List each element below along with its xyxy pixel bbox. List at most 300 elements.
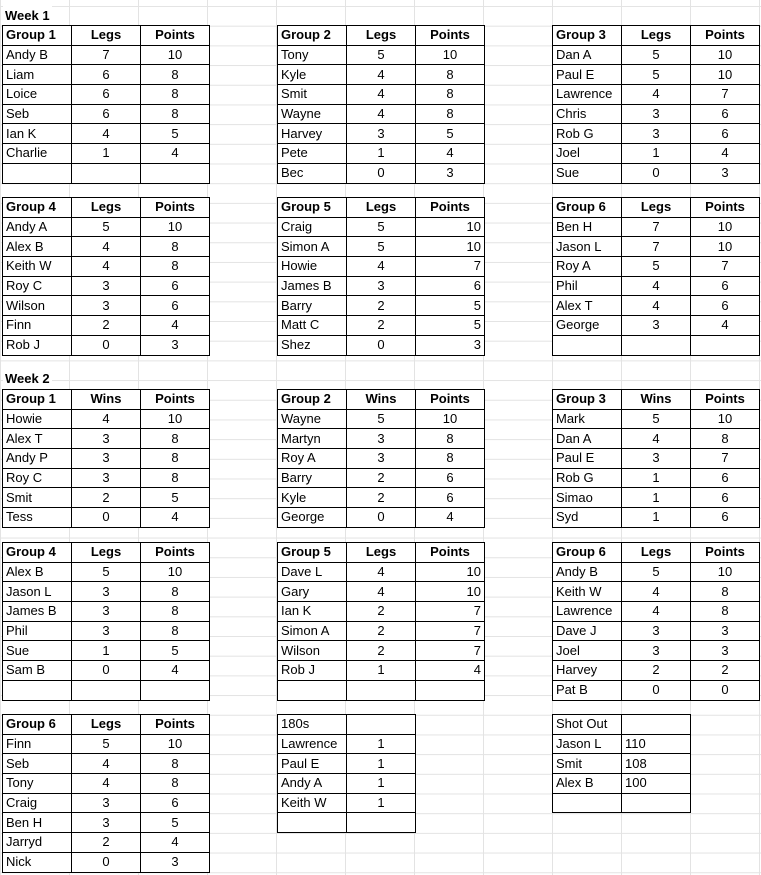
points-cell[interactable]: 7 [416,641,485,661]
score-cell[interactable]: 3 [347,429,416,449]
score-cell[interactable]: 2 [347,296,416,316]
score-cell[interactable]: 1 [622,508,691,528]
player-name-cell[interactable]: Barry [278,468,347,488]
points-cell[interactable]: 3 [416,163,485,183]
points-cell[interactable]: 8 [691,429,760,449]
points-cell[interactable]: 3 [691,621,760,641]
player-name-cell[interactable]: Nick [3,852,72,872]
group-title-cell[interactable]: Group 4 [3,198,72,218]
score-cell[interactable]: 3 [622,449,691,469]
player-name-cell[interactable]: Harvey [278,124,347,144]
score-cell[interactable]: 1 [72,641,141,661]
points-cell[interactable]: 10 [416,45,485,65]
points-cell[interactable]: 3 [691,163,760,183]
player-name-cell[interactable]: Alex B [553,774,622,794]
score-cell[interactable]: 5 [347,217,416,237]
score-cell[interactable]: 2 [347,488,416,508]
player-name-cell[interactable]: Liam [3,65,72,85]
points-cell[interactable]: 5 [416,124,485,144]
points-cell[interactable]: 4 [416,508,485,528]
score-cell[interactable]: 6 [72,104,141,124]
score-cell[interactable]: 2 [622,661,691,681]
score-cell[interactable]: 5 [622,45,691,65]
score-cell[interactable]: 0 [347,335,416,355]
score-cell[interactable]: 4 [347,562,416,582]
points-cell[interactable]: 8 [141,85,210,105]
score-cell[interactable]: 3 [622,641,691,661]
score-cell[interactable]: 4 [72,754,141,774]
table-title-cell[interactable]: Shot Out [553,715,622,735]
player-name-cell[interactable]: Pete [278,144,347,164]
player-name-cell[interactable]: Keith W [278,793,347,813]
group-title-cell[interactable]: Group 3 [553,26,622,46]
score-cell[interactable]: 3 [347,449,416,469]
player-name-cell[interactable]: Craig [278,217,347,237]
points-cell[interactable]: 8 [141,429,210,449]
column-header-cell[interactable]: Points [141,543,210,563]
player-name-cell[interactable]: Gary [278,582,347,602]
score-cell[interactable]: 4 [72,774,141,794]
points-cell[interactable]: 6 [691,104,760,124]
points-cell[interactable]: 7 [691,257,760,277]
player-name-cell[interactable]: Andy P [3,449,72,469]
points-cell[interactable]: 8 [416,85,485,105]
points-cell[interactable]: 6 [691,276,760,296]
score-cell[interactable]: 4 [622,602,691,622]
score-cell[interactable]: 4 [347,582,416,602]
points-cell[interactable]: 3 [141,335,210,355]
player-name-cell[interactable]: Alex T [3,429,72,449]
player-name-cell[interactable]: Lawrence [553,602,622,622]
column-header-cell[interactable]: Points [141,198,210,218]
score-cell[interactable]: 7 [622,237,691,257]
player-name-cell[interactable]: Joel [553,641,622,661]
points-cell[interactable]: 0 [691,680,760,700]
score-cell[interactable]: 3 [72,276,141,296]
player-name-cell[interactable]: Alex B [3,237,72,257]
column-header-cell[interactable]: Legs [347,26,416,46]
points-cell[interactable]: 4 [416,144,485,164]
score-cell[interactable]: 5 [347,409,416,429]
group-title-cell[interactable]: Group 3 [553,390,622,410]
player-name-cell[interactable]: Roy C [3,276,72,296]
score-cell[interactable] [72,680,141,700]
player-name-cell[interactable] [3,680,72,700]
score-cell[interactable]: 2 [347,468,416,488]
score-cell[interactable]: 5 [622,65,691,85]
points-cell[interactable]: 8 [141,65,210,85]
score-cell[interactable]: 7 [72,45,141,65]
score-cell[interactable]: 3 [622,316,691,336]
value-cell[interactable]: 100 [622,774,691,794]
player-name-cell[interactable]: Smit [278,85,347,105]
score-cell[interactable]: 0 [72,661,141,681]
player-name-cell[interactable]: Dave J [553,621,622,641]
group-title-cell[interactable]: Group 2 [278,26,347,46]
points-cell[interactable]: 4 [416,661,485,681]
points-cell[interactable]: 10 [141,409,210,429]
score-cell[interactable]: 3 [72,813,141,833]
score-cell[interactable] [72,163,141,183]
player-name-cell[interactable]: Lawrence [553,85,622,105]
score-cell[interactable]: 3 [72,429,141,449]
player-name-cell[interactable]: Simao [553,488,622,508]
group-title-cell[interactable]: Group 5 [278,543,347,563]
points-cell[interactable]: 6 [691,468,760,488]
points-cell[interactable]: 8 [141,104,210,124]
column-header-cell[interactable]: Wins [622,390,691,410]
player-name-cell[interactable]: Rob G [553,468,622,488]
column-header-cell[interactable]: Points [141,26,210,46]
value-cell[interactable]: 1 [347,754,416,774]
points-cell[interactable]: 3 [691,641,760,661]
score-cell[interactable]: 0 [347,163,416,183]
player-name-cell[interactable]: Rob J [278,661,347,681]
player-name-cell[interactable]: Roy C [3,468,72,488]
player-name-cell[interactable]: Mark [553,409,622,429]
player-name-cell[interactable]: Dan A [553,429,622,449]
points-cell[interactable]: 5 [141,124,210,144]
points-cell[interactable]: 10 [141,45,210,65]
group-title-cell[interactable]: Group 1 [3,26,72,46]
group-title-cell[interactable]: Group 6 [3,715,72,735]
points-cell[interactable]: 8 [141,582,210,602]
points-cell[interactable]: 8 [691,582,760,602]
player-name-cell[interactable]: Seb [3,104,72,124]
score-cell[interactable]: 1 [72,144,141,164]
player-name-cell[interactable]: Ian K [278,602,347,622]
player-name-cell[interactable]: James B [3,602,72,622]
points-cell[interactable] [141,163,210,183]
points-cell[interactable]: 6 [141,276,210,296]
score-cell[interactable]: 3 [347,124,416,144]
player-name-cell[interactable]: Paul E [553,449,622,469]
player-name-cell[interactable]: Dave L [278,562,347,582]
score-cell[interactable]: 5 [622,409,691,429]
player-name-cell[interactable]: Sue [553,163,622,183]
group-title-cell[interactable]: Group 6 [553,543,622,563]
score-cell[interactable]: 6 [72,85,141,105]
column-header-cell[interactable]: Points [691,543,760,563]
score-cell[interactable]: 6 [72,65,141,85]
points-cell[interactable]: 8 [691,602,760,622]
points-cell[interactable]: 7 [691,85,760,105]
player-name-cell[interactable]: Ian K [3,124,72,144]
score-cell[interactable]: 2 [347,641,416,661]
points-cell[interactable]: 6 [416,488,485,508]
points-cell[interactable]: 4 [691,144,760,164]
score-cell[interactable]: 0 [622,680,691,700]
score-cell[interactable]: 2 [347,602,416,622]
column-header-cell[interactable]: Legs [347,198,416,218]
points-cell[interactable]: 5 [416,316,485,336]
points-cell[interactable]: 3 [141,852,210,872]
score-cell[interactable]: 4 [622,85,691,105]
column-header-cell[interactable]: Points [141,390,210,410]
points-cell[interactable]: 10 [141,734,210,754]
points-cell[interactable]: 8 [141,621,210,641]
player-name-cell[interactable] [278,813,347,833]
score-cell[interactable]: 0 [72,508,141,528]
score-cell[interactable]: 5 [72,217,141,237]
score-cell[interactable]: 4 [622,296,691,316]
points-cell[interactable]: 4 [141,316,210,336]
score-cell[interactable]: 0 [72,335,141,355]
score-cell[interactable]: 3 [72,793,141,813]
points-cell[interactable]: 8 [141,754,210,774]
points-cell[interactable]: 10 [691,45,760,65]
player-name-cell[interactable]: Craig [3,793,72,813]
points-cell[interactable]: 8 [416,429,485,449]
player-name-cell[interactable]: Phil [553,276,622,296]
score-cell[interactable]: 5 [622,562,691,582]
player-name-cell[interactable]: Wilson [278,641,347,661]
player-name-cell[interactable]: Andy B [553,562,622,582]
score-cell[interactable]: 1 [622,488,691,508]
column-header-cell[interactable]: Legs [72,26,141,46]
score-cell[interactable]: 3 [72,621,141,641]
column-header-cell[interactable]: Legs [72,543,141,563]
points-cell[interactable]: 5 [141,641,210,661]
column-header-cell[interactable]: Wins [72,390,141,410]
value-cell[interactable] [622,793,691,813]
player-name-cell[interactable]: Sam B [3,661,72,681]
column-header-cell[interactable]: Legs [72,715,141,735]
score-cell[interactable]: 2 [72,833,141,853]
player-name-cell[interactable]: Jarryd [3,833,72,853]
points-cell[interactable]: 4 [141,833,210,853]
points-cell[interactable]: 6 [691,488,760,508]
player-name-cell[interactable]: Pat B [553,680,622,700]
empty-cell[interactable] [347,715,416,735]
value-cell[interactable]: 1 [347,793,416,813]
points-cell[interactable]: 6 [416,276,485,296]
player-name-cell[interactable]: Martyn [278,429,347,449]
player-name-cell[interactable]: Harvey [553,661,622,681]
value-cell[interactable] [347,813,416,833]
player-name-cell[interactable]: Lawrence [278,734,347,754]
points-cell[interactable]: 4 [141,144,210,164]
score-cell[interactable]: 7 [622,217,691,237]
score-cell[interactable]: 3 [72,296,141,316]
points-cell[interactable]: 8 [141,468,210,488]
score-cell[interactable]: 5 [72,734,141,754]
value-cell[interactable]: 1 [347,774,416,794]
points-cell[interactable]: 6 [141,793,210,813]
score-cell[interactable]: 0 [622,163,691,183]
player-name-cell[interactable]: Bec [278,163,347,183]
score-cell[interactable] [622,335,691,355]
points-cell[interactable]: 8 [141,449,210,469]
points-cell[interactable]: 10 [691,65,760,85]
points-cell[interactable]: 10 [416,237,485,257]
points-cell[interactable]: 5 [141,488,210,508]
score-cell[interactable]: 4 [347,257,416,277]
points-cell[interactable] [691,335,760,355]
player-name-cell[interactable]: Tess [3,508,72,528]
player-name-cell[interactable]: Paul E [553,65,622,85]
score-cell[interactable] [347,680,416,700]
player-name-cell[interactable]: Tony [3,774,72,794]
points-cell[interactable]: 8 [416,65,485,85]
player-name-cell[interactable]: Simon A [278,621,347,641]
value-cell[interactable]: 108 [622,754,691,774]
player-name-cell[interactable]: Howie [278,257,347,277]
player-name-cell[interactable]: Jason L [553,734,622,754]
points-cell[interactable]: 8 [141,257,210,277]
player-name-cell[interactable]: Syd [553,508,622,528]
group-title-cell[interactable]: Group 2 [278,390,347,410]
player-name-cell[interactable]: Wayne [278,409,347,429]
points-cell[interactable]: 10 [416,562,485,582]
score-cell[interactable]: 5 [347,45,416,65]
points-cell[interactable]: 6 [691,508,760,528]
score-cell[interactable]: 3 [622,124,691,144]
score-cell[interactable]: 5 [622,257,691,277]
points-cell[interactable]: 6 [416,468,485,488]
points-cell[interactable]: 5 [141,813,210,833]
empty-cell[interactable] [622,715,691,735]
score-cell[interactable]: 2 [347,316,416,336]
points-cell[interactable]: 6 [691,296,760,316]
points-cell[interactable]: 8 [416,104,485,124]
points-cell[interactable]: 10 [416,409,485,429]
score-cell[interactable]: 4 [347,85,416,105]
score-cell[interactable]: 3 [72,582,141,602]
column-header-cell[interactable]: Points [691,390,760,410]
player-name-cell[interactable]: Paul E [278,754,347,774]
column-header-cell[interactable]: Legs [622,26,691,46]
player-name-cell[interactable]: Ben H [3,813,72,833]
points-cell[interactable]: 10 [691,217,760,237]
points-cell[interactable] [416,680,485,700]
score-cell[interactable]: 4 [72,257,141,277]
score-cell[interactable]: 2 [347,621,416,641]
points-cell[interactable]: 2 [691,661,760,681]
value-cell[interactable]: 1 [347,734,416,754]
score-cell[interactable]: 2 [72,316,141,336]
score-cell[interactable]: 5 [72,562,141,582]
score-cell[interactable]: 4 [622,582,691,602]
points-cell[interactable]: 7 [416,602,485,622]
player-name-cell[interactable]: Sue [3,641,72,661]
player-name-cell[interactable] [3,163,72,183]
points-cell[interactable]: 8 [141,602,210,622]
score-cell[interactable]: 2 [72,488,141,508]
player-name-cell[interactable]: Smit [553,754,622,774]
score-cell[interactable]: 4 [622,429,691,449]
player-name-cell[interactable]: Phil [3,621,72,641]
column-header-cell[interactable]: Points [416,543,485,563]
score-cell[interactable]: 3 [72,449,141,469]
player-name-cell[interactable]: George [278,508,347,528]
group-title-cell[interactable]: Group 4 [3,543,72,563]
player-name-cell[interactable]: Joel [553,144,622,164]
points-cell[interactable]: 5 [416,296,485,316]
player-name-cell[interactable]: Dan A [553,45,622,65]
score-cell[interactable]: 1 [347,144,416,164]
player-name-cell[interactable]: Shez [278,335,347,355]
column-header-cell[interactable]: Legs [622,198,691,218]
player-name-cell[interactable]: Tony [278,45,347,65]
player-name-cell[interactable]: Andy A [3,217,72,237]
points-cell[interactable]: 3 [416,335,485,355]
score-cell[interactable]: 4 [347,65,416,85]
points-cell[interactable]: 4 [141,661,210,681]
points-cell[interactable]: 10 [416,582,485,602]
score-cell[interactable]: 1 [347,661,416,681]
player-name-cell[interactable]: Rob G [553,124,622,144]
player-name-cell[interactable]: Keith W [3,257,72,277]
player-name-cell[interactable]: James B [278,276,347,296]
score-cell[interactable]: 4 [622,276,691,296]
points-cell[interactable]: 8 [416,449,485,469]
group-title-cell[interactable]: Group 6 [553,198,622,218]
score-cell[interactable]: 1 [622,468,691,488]
player-name-cell[interactable]: Andy B [3,45,72,65]
column-header-cell[interactable]: Points [416,198,485,218]
player-name-cell[interactable]: Ben H [553,217,622,237]
player-name-cell[interactable]: Simon A [278,237,347,257]
player-name-cell[interactable]: Finn [3,316,72,336]
points-cell[interactable]: 4 [141,508,210,528]
score-cell[interactable]: 4 [347,104,416,124]
value-cell[interactable]: 110 [622,734,691,754]
score-cell[interactable]: 4 [72,237,141,257]
player-name-cell[interactable]: Alex T [553,296,622,316]
points-cell[interactable]: 8 [141,774,210,794]
player-name-cell[interactable]: Chris [553,104,622,124]
column-header-cell[interactable]: Points [416,26,485,46]
table-title-cell[interactable]: 180s [278,715,347,735]
player-name-cell[interactable]: Roy A [553,257,622,277]
player-name-cell[interactable] [278,680,347,700]
points-cell[interactable] [141,680,210,700]
points-cell[interactable]: 10 [141,217,210,237]
score-cell[interactable]: 3 [622,621,691,641]
player-name-cell[interactable]: Matt C [278,316,347,336]
group-title-cell[interactable]: Group 1 [3,390,72,410]
points-cell[interactable]: 7 [416,257,485,277]
column-header-cell[interactable]: Wins [347,390,416,410]
player-name-cell[interactable]: Smit [3,488,72,508]
player-name-cell[interactable]: Rob J [3,335,72,355]
player-name-cell[interactable]: Finn [3,734,72,754]
player-name-cell[interactable]: Andy A [278,774,347,794]
column-header-cell[interactable]: Points [416,390,485,410]
player-name-cell[interactable] [553,335,622,355]
score-cell[interactable]: 0 [347,508,416,528]
player-name-cell[interactable]: Jason L [553,237,622,257]
player-name-cell[interactable]: Kyle [278,65,347,85]
score-cell[interactable]: 3 [622,104,691,124]
player-name-cell[interactable]: Jason L [3,582,72,602]
points-cell[interactable]: 7 [691,449,760,469]
player-name-cell[interactable]: Roy A [278,449,347,469]
player-name-cell[interactable]: Barry [278,296,347,316]
points-cell[interactable]: 10 [691,562,760,582]
player-name-cell[interactable]: Loice [3,85,72,105]
column-header-cell[interactable]: Legs [72,198,141,218]
player-name-cell[interactable]: Keith W [553,582,622,602]
score-cell[interactable]: 3 [72,602,141,622]
column-header-cell[interactable]: Points [691,26,760,46]
points-cell[interactable]: 10 [141,562,210,582]
points-cell[interactable]: 4 [691,316,760,336]
score-cell[interactable]: 3 [347,276,416,296]
column-header-cell[interactable]: Points [141,715,210,735]
score-cell[interactable]: 5 [347,237,416,257]
